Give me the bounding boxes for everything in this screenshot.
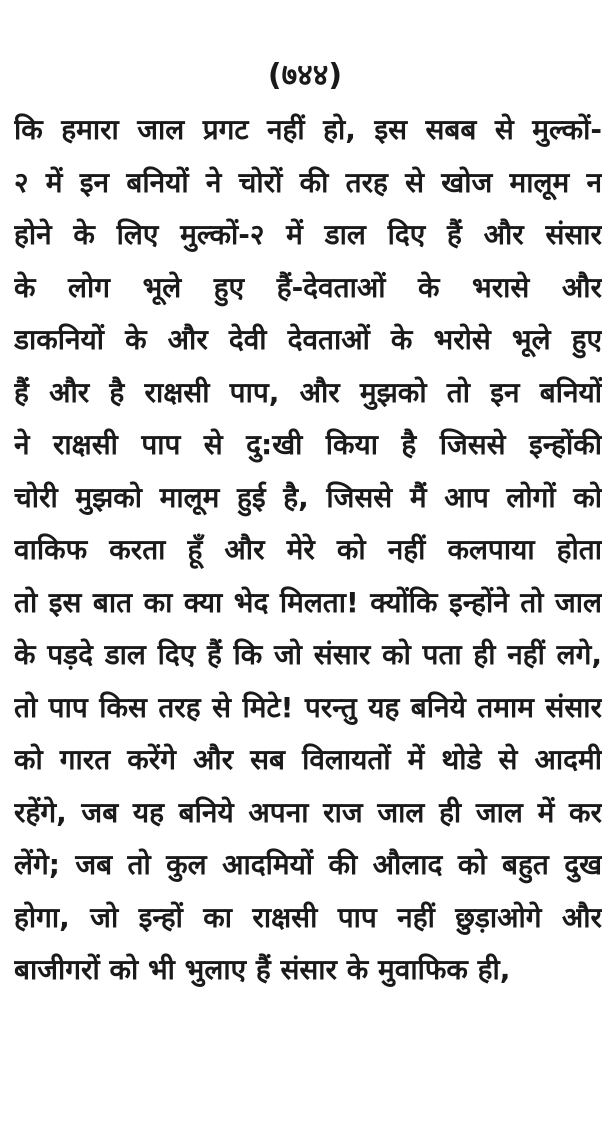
- text-line: के पड़दे डाल दिए हैं कि जो संसार को पता ही नहीं लगे,: [14, 638, 602, 671]
- text-line: होने के लिए मुल्कों-२ में डाल दिए हैं और संसार: [14, 218, 602, 251]
- text-line: ने राक्षसी पाप से दु:खी किया है जिससे इन्होंकी: [14, 428, 602, 461]
- text-line: रहेंगे, जब यह बनिये अपना राज जाल ही जाल में कर: [14, 795, 602, 829]
- text-line: होगा, जो इन्हों का राक्षसी पाप नहीं छुड़ाओगे और: [14, 900, 602, 934]
- text-line: हैं और है राक्षसी पाप, और मुझको तो इन बनियों: [14, 375, 602, 409]
- text-line: तो पाप किस तरह से मिटे! परन्तु यह बनिये तमाम संसार: [14, 690, 602, 724]
- page-number: (७४४): [267, 58, 343, 93]
- text-line: बाजीगरों को भी भुलाए हैं संसार के मुवाफिक ही,: [14, 953, 511, 986]
- text-line: डाकनियों के और देवी देवताओं के भरोसे भूले हुए: [14, 323, 602, 356]
- text-line: चोरी मुझको मालूम हुई है, जिससे मैं आप लोगों को: [14, 480, 602, 514]
- text-line: तो इस बात का क्या भेद मिलता! क्योंकि इन्होंने तो जाल: [14, 585, 602, 619]
- text-body: [14, 104, 602, 997]
- text-line: वाकिफ करता हूँ और मेरे को नहीं कलपाया होता: [14, 533, 602, 566]
- text-line: लेंगे; जब तो कुल आदमियों की औलाद को बहुत दुख: [14, 848, 602, 881]
- text-line: को गारत करेंगे और सब विलायतों में थोडे से आदमी: [14, 743, 602, 776]
- text-line: २ में इन बनियों ने चोरों की तरह से खोज मालूम न: [14, 165, 602, 199]
- text-line: कि हमारा जाल प्रगट नहीं हो, इस सबब से मुल्कों-: [14, 113, 602, 146]
- text-line: के लोग भूले हुए हैं-देवताओं के भरासे और: [14, 270, 602, 304]
